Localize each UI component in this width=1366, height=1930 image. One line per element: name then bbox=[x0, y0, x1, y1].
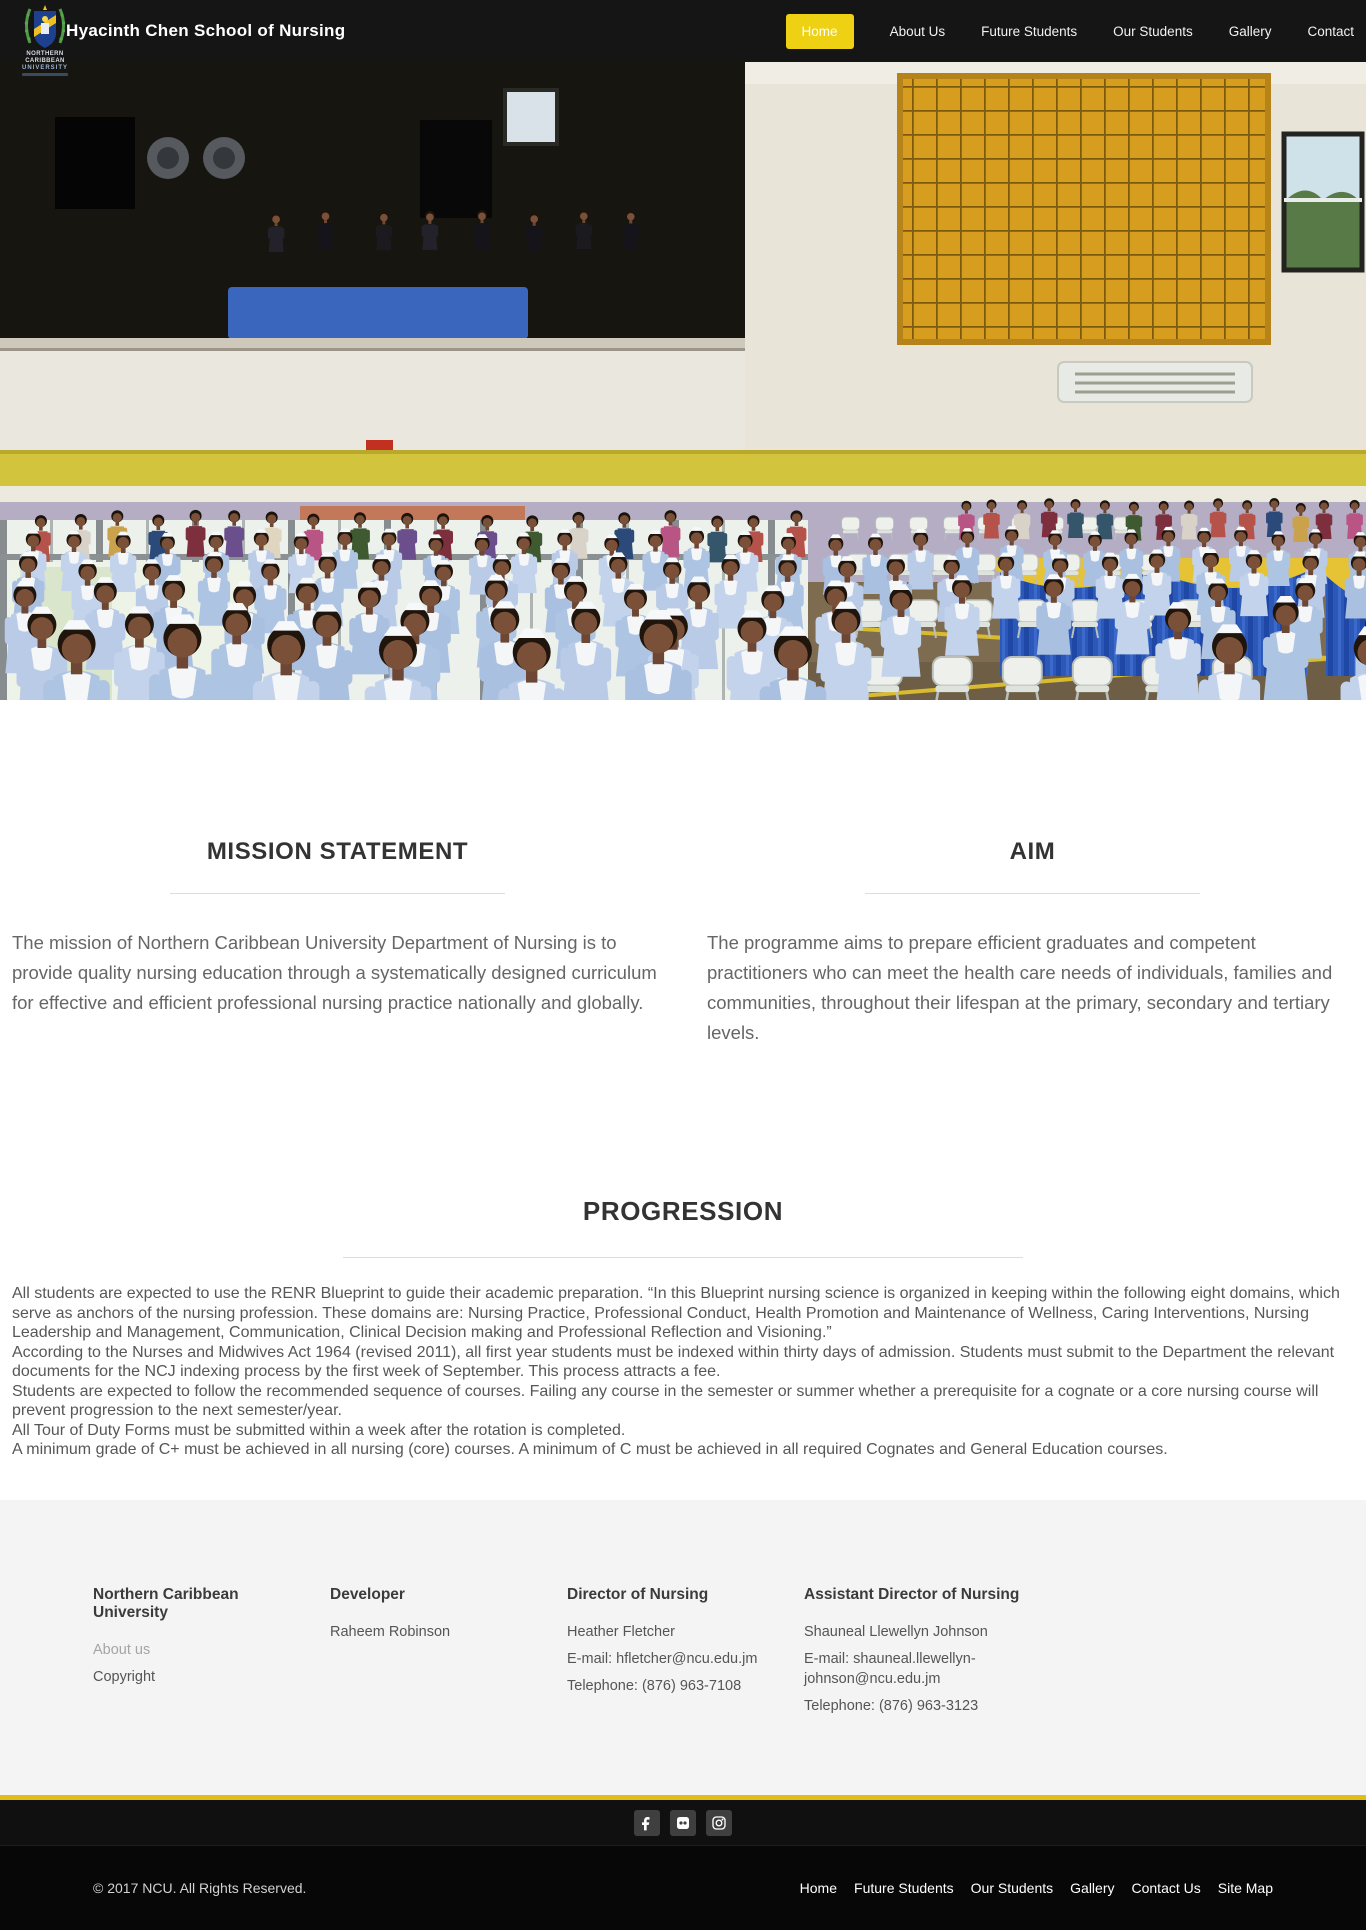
main-nav bbox=[786, 0, 1354, 62]
bottom-nav bbox=[800, 1880, 1273, 1896]
bottom-nav-gallery[interactable]: Gallery bbox=[1070, 1880, 1115, 1896]
site-title: Hyacinth Chen School of Nursing bbox=[66, 21, 346, 40]
director-name: Heather Fletcher bbox=[567, 1624, 675, 1640]
nav-contact[interactable]: Contact bbox=[1307, 23, 1354, 39]
bottom-nav-home[interactable]: Home bbox=[799, 1880, 838, 1896]
progression-section bbox=[0, 1196, 1366, 1460]
aim-section bbox=[707, 838, 1358, 1048]
footer-col-assistant-director bbox=[804, 1586, 1054, 1795]
footer-col-developer bbox=[330, 1586, 567, 1795]
progression-divider bbox=[343, 1257, 1023, 1258]
mission-body: The mission of Northern Caribbean University Department of Nursing is to provide quality nursing education through a systematically designed curriculum for effective and efficient professional nursing practice nationally and globally. bbox=[12, 932, 657, 1013]
nav-home[interactable]: Home bbox=[786, 14, 854, 49]
assistant-director-phone: Telephone: (876) 963-3123 bbox=[804, 1698, 979, 1714]
footer-heading-developer: Developer bbox=[330, 1586, 405, 1603]
progression-title: PROGRESSION bbox=[582, 1196, 784, 1226]
director-email[interactable]: E-mail: hfletcher@ncu.edu.jm bbox=[567, 1651, 758, 1667]
logo-tagline bbox=[22, 73, 68, 76]
progression-paragraph: According to the Nurses and Midwives Act 1964 (revised 2011), all first year students must be indexed within thirty days of admission. Students must submit to the Department the relevant documents for the NCJ indexing process by the first week of September. This process attracts a fee. bbox=[12, 1343, 1335, 1380]
mission-title: MISSION STATEMENT bbox=[206, 838, 469, 865]
facebook-icon[interactable] bbox=[634, 1810, 660, 1836]
ncu-logo[interactable] bbox=[8, 3, 82, 76]
bottom-nav-site-map[interactable]: Site Map bbox=[1217, 1880, 1273, 1896]
director-phone: Telephone: (876) 963-7108 bbox=[567, 1678, 742, 1694]
footer bbox=[0, 1500, 1366, 1795]
assistant-director-name: Shauneal Llewellyn Johnson bbox=[804, 1624, 988, 1640]
logo-text-line1: NORTHERN CARIBBEAN bbox=[25, 51, 65, 64]
progression-paragraph: A minimum grade of C+ must be achieved in all nursing (core) courses. A minimum of C must be achieved in all required Cognates and General Education courses. bbox=[12, 1441, 1168, 1458]
footer-heading-director: Director of Nursing bbox=[567, 1586, 709, 1603]
flickr-icon[interactable] bbox=[670, 1810, 696, 1836]
logo-text-line2: UNIVERSITY bbox=[21, 65, 68, 71]
footer-heading-assistant-director: Assistant Director of Nursing bbox=[804, 1586, 1020, 1603]
bottom-nav-contact-us[interactable]: Contact Us bbox=[1131, 1880, 1201, 1896]
copyright-text: © 2017 NCU. All Rights Reserved. bbox=[93, 1880, 307, 1896]
header bbox=[0, 0, 1366, 71]
nav-about-us[interactable]: About Us bbox=[889, 23, 946, 39]
bottom-bar bbox=[0, 1845, 1366, 1930]
developer-name: Raheem Robinson bbox=[330, 1624, 451, 1640]
nav-our-students[interactable]: Our Students bbox=[1113, 23, 1193, 39]
progression-body bbox=[12, 1284, 1354, 1460]
social-bar bbox=[0, 1800, 1366, 1845]
progression-paragraph: All Tour of Duty Forms must be submitted within a week after the rotation is completed. bbox=[12, 1421, 626, 1439]
footer-link-about-us[interactable]: About us bbox=[93, 1642, 151, 1658]
footer-col-ncu bbox=[93, 1586, 330, 1795]
nav-gallery[interactable]: Gallery bbox=[1228, 23, 1272, 39]
progression-paragraph: All students are expected to use the RENR Blueprint to guide their academic preparation. “In this Blueprint nursing science is organized in keeping within the following eight domains, which serve as anchors of the nursing profession. These domains are: Nursing Practice, Professional Conduct, Health Promotion and Maintenance of Wellness, Caring Interventions, Nursing Leadership and Management, Communication, Clinical Decision making and Professional Reflection and Visioning.” bbox=[12, 1285, 1340, 1341]
bottom-nav-future-students[interactable]: Future Students bbox=[854, 1880, 954, 1896]
aim-divider bbox=[865, 893, 1200, 894]
hero-image bbox=[0, 62, 1366, 700]
assistant-director-email[interactable]: E-mail: shauneal.llewellyn-johnson@ncu.edu.jm bbox=[804, 1651, 976, 1687]
progression-paragraph: Students are expected to follow the recommended sequence of courses. Failing any course in the semester or summer whether a prerequisite for a cognate or a core nursing course will prevent progression to the next semester/year. bbox=[12, 1382, 1319, 1419]
footer-col-director bbox=[567, 1586, 804, 1795]
instagram-icon[interactable] bbox=[706, 1810, 732, 1836]
mission-section bbox=[12, 838, 663, 1048]
nav-future-students[interactable]: Future Students bbox=[981, 23, 1078, 39]
footer-heading-ncu: Northern Caribbean University bbox=[93, 1586, 239, 1621]
ncu-crest-icon bbox=[22, 3, 68, 51]
bottom-nav-our-students[interactable]: Our Students bbox=[970, 1880, 1054, 1896]
main-content bbox=[0, 700, 1366, 1500]
aim-body: The programme aims to prepare efficient graduates and competent practitioners who can meet the health care needs of individuals, families and communities, throughout their lifespan at the primary, secondary and tertiary levels. bbox=[707, 932, 1333, 1043]
mission-divider bbox=[170, 893, 505, 894]
footer-link-copyright[interactable]: Copyright bbox=[93, 1669, 156, 1685]
aim-title: AIM bbox=[1009, 838, 1056, 865]
hero-photo bbox=[0, 62, 1366, 700]
